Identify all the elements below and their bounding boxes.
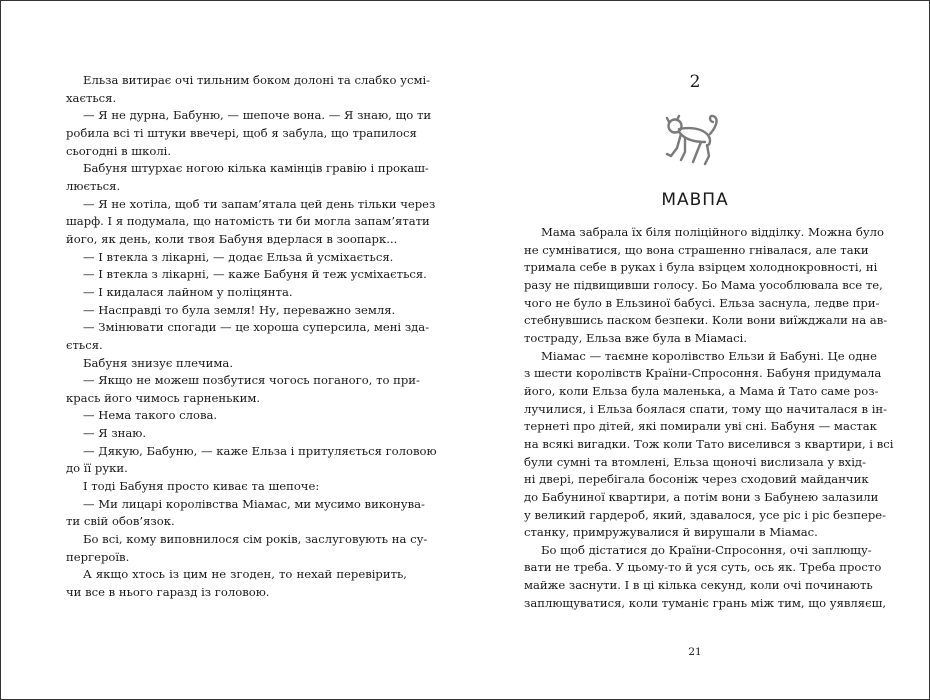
text-line: Бабуня штурхає ногою кілька камінців гравію і прокаш- <box>83 161 429 176</box>
text-line: — Я знаю. <box>83 426 147 441</box>
text-line: вати не треба. У цьому-то й уся суть, ось як. Треба просто <box>524 560 882 575</box>
text-line: — І кидалася лайном у поліцянта. <box>83 284 293 299</box>
text-line: Бабуня знизує плечима. <box>83 355 234 370</box>
text-line: станку, примружувалися й вирушали в Міамас. <box>524 525 818 540</box>
right-page-text <box>524 224 894 612</box>
text-line: були сумні та втомлені, Ельза щоночі вислизала у вхід- <box>524 454 866 469</box>
text-line: Мама забрала їх біля поліційного відділку. Можна було <box>541 225 885 239</box>
text-line: — Змінювати спогади — це хороша суперсила, мені зда- <box>83 320 430 335</box>
text-line: люється. <box>66 178 121 193</box>
text-line: хається. <box>66 90 117 105</box>
text-line: — Нема такого слова. <box>83 408 218 423</box>
text-line: майже заснути. І в ці кілька секунд, коли очі починають <box>524 578 873 593</box>
text-line: — І втекла з лікарні, — додає Ельза й усміхається. <box>83 249 394 264</box>
text-line: його, як день, коли твоя Бабуня вдерлася в зоопарк... <box>66 231 398 246</box>
text-line: до Бабуниної квартири, а потім вони з Бабунею залазили <box>524 489 879 504</box>
text-line: А якщо хтось із цим не згоден, то нехай перевірить, <box>83 567 407 582</box>
text-line: з шести королівств Країни-Спросоння. Бабуня придумала <box>524 366 882 381</box>
left-page <box>66 72 437 602</box>
text-line: його, коли Ельза була маленька, а Мама й Тато саме роз- <box>524 383 879 398</box>
chapter-title: МАВПА <box>661 190 729 210</box>
text-line: пергероїв. <box>66 549 130 564</box>
text-line: чи все в нього гаразд із головою. <box>66 585 270 600</box>
text-line: — Дякую, Бабуню, — каже Ельза і притуляється головою <box>83 443 437 458</box>
text-line: разу не підвищивши голосу. Бо Мама уособлювала все те, <box>524 277 883 292</box>
page-number: 21 <box>688 646 702 658</box>
text-line: робила всі ті штуки ввечері, щоб я забула, що трапилося <box>66 125 417 140</box>
text-line: — Я не хотіла, щоб ти запам’ятала цей день тільки через <box>83 196 436 211</box>
text-line: стебнувшись паском безпеки. Коли вони виїжджали на ав- <box>524 313 888 328</box>
text-line: сьогодні в школі. <box>66 143 172 158</box>
text-line: Міамас — таємне королівство Ельзи й Бабуні. Це одне <box>541 348 878 363</box>
text-line: до її руки. <box>66 461 128 476</box>
text-line: — Насправді то була земля! Ну, переважно земля. <box>83 302 396 317</box>
left-page-text <box>66 72 437 602</box>
text-line: на всякі вигадки. Тож коли Тато виселився з квартири, і всі <box>524 436 894 451</box>
text-line: лучилися, і Ельза боялася спати, тому що начиталася в ін- <box>524 401 888 416</box>
monkey-icon <box>655 112 735 172</box>
right-page <box>524 72 894 612</box>
text-line: — Ми лицарі королівства Міамас, ми мусимо виконува- <box>83 496 425 511</box>
text-line: крась його чимось гарненьким. <box>66 390 261 405</box>
text-line: ні двері, перебігала босоніж через сходовий майданчик <box>524 472 869 487</box>
text-line: І тоді Бабуня просто киває та шепоче: <box>83 479 320 494</box>
text-line: Бо всі, кому виповнилося сім років, заслуговують на су- <box>83 532 428 547</box>
text-line: тримала себе в руках і була взірцем холоднокровності, ні <box>524 260 878 275</box>
text-line: — Я не дурна, Бабуню, — шепоче вона. — Я знаю, що ти <box>83 108 432 123</box>
text-line: у великий гардероб, який, здавалося, усе ріс і ріс безпере- <box>524 507 887 522</box>
text-line: заплющуватися, коли туманіє грань між тим, що уявляєш, <box>524 595 887 610</box>
text-line: шарф. І я подумала, що натомість ти би могла запам’ятати <box>66 214 430 229</box>
text-line: не сумніватися, що вона страшенно гнівалася, але таки <box>524 242 869 257</box>
text-line: — І втекла з лікарні, — каже Бабуня й теж усміхається. <box>83 267 427 282</box>
chapter-number: 2 <box>689 72 701 92</box>
text-line: ти свій обов’язок. <box>66 514 175 529</box>
text-line: Ельза витирає очі тильним боком долоні та слабко усмі- <box>83 73 431 87</box>
text-line: тостраду, Ельза вже була в Міамасі. <box>524 330 748 345</box>
text-line: — Якщо не можеш позбутися чогось поганого, то при- <box>83 373 420 388</box>
text-line: чого не було в Ельзиної бабусі. Ельза заснула, ледве при- <box>524 295 880 310</box>
text-line: Бо щоб дістатися до Країни-Спросоння, очі заплющу- <box>541 542 872 557</box>
text-line: ється. <box>66 337 103 352</box>
text-line: тернеті про дітей, які помирали уві сні. Бабуня — мастак <box>524 419 877 434</box>
